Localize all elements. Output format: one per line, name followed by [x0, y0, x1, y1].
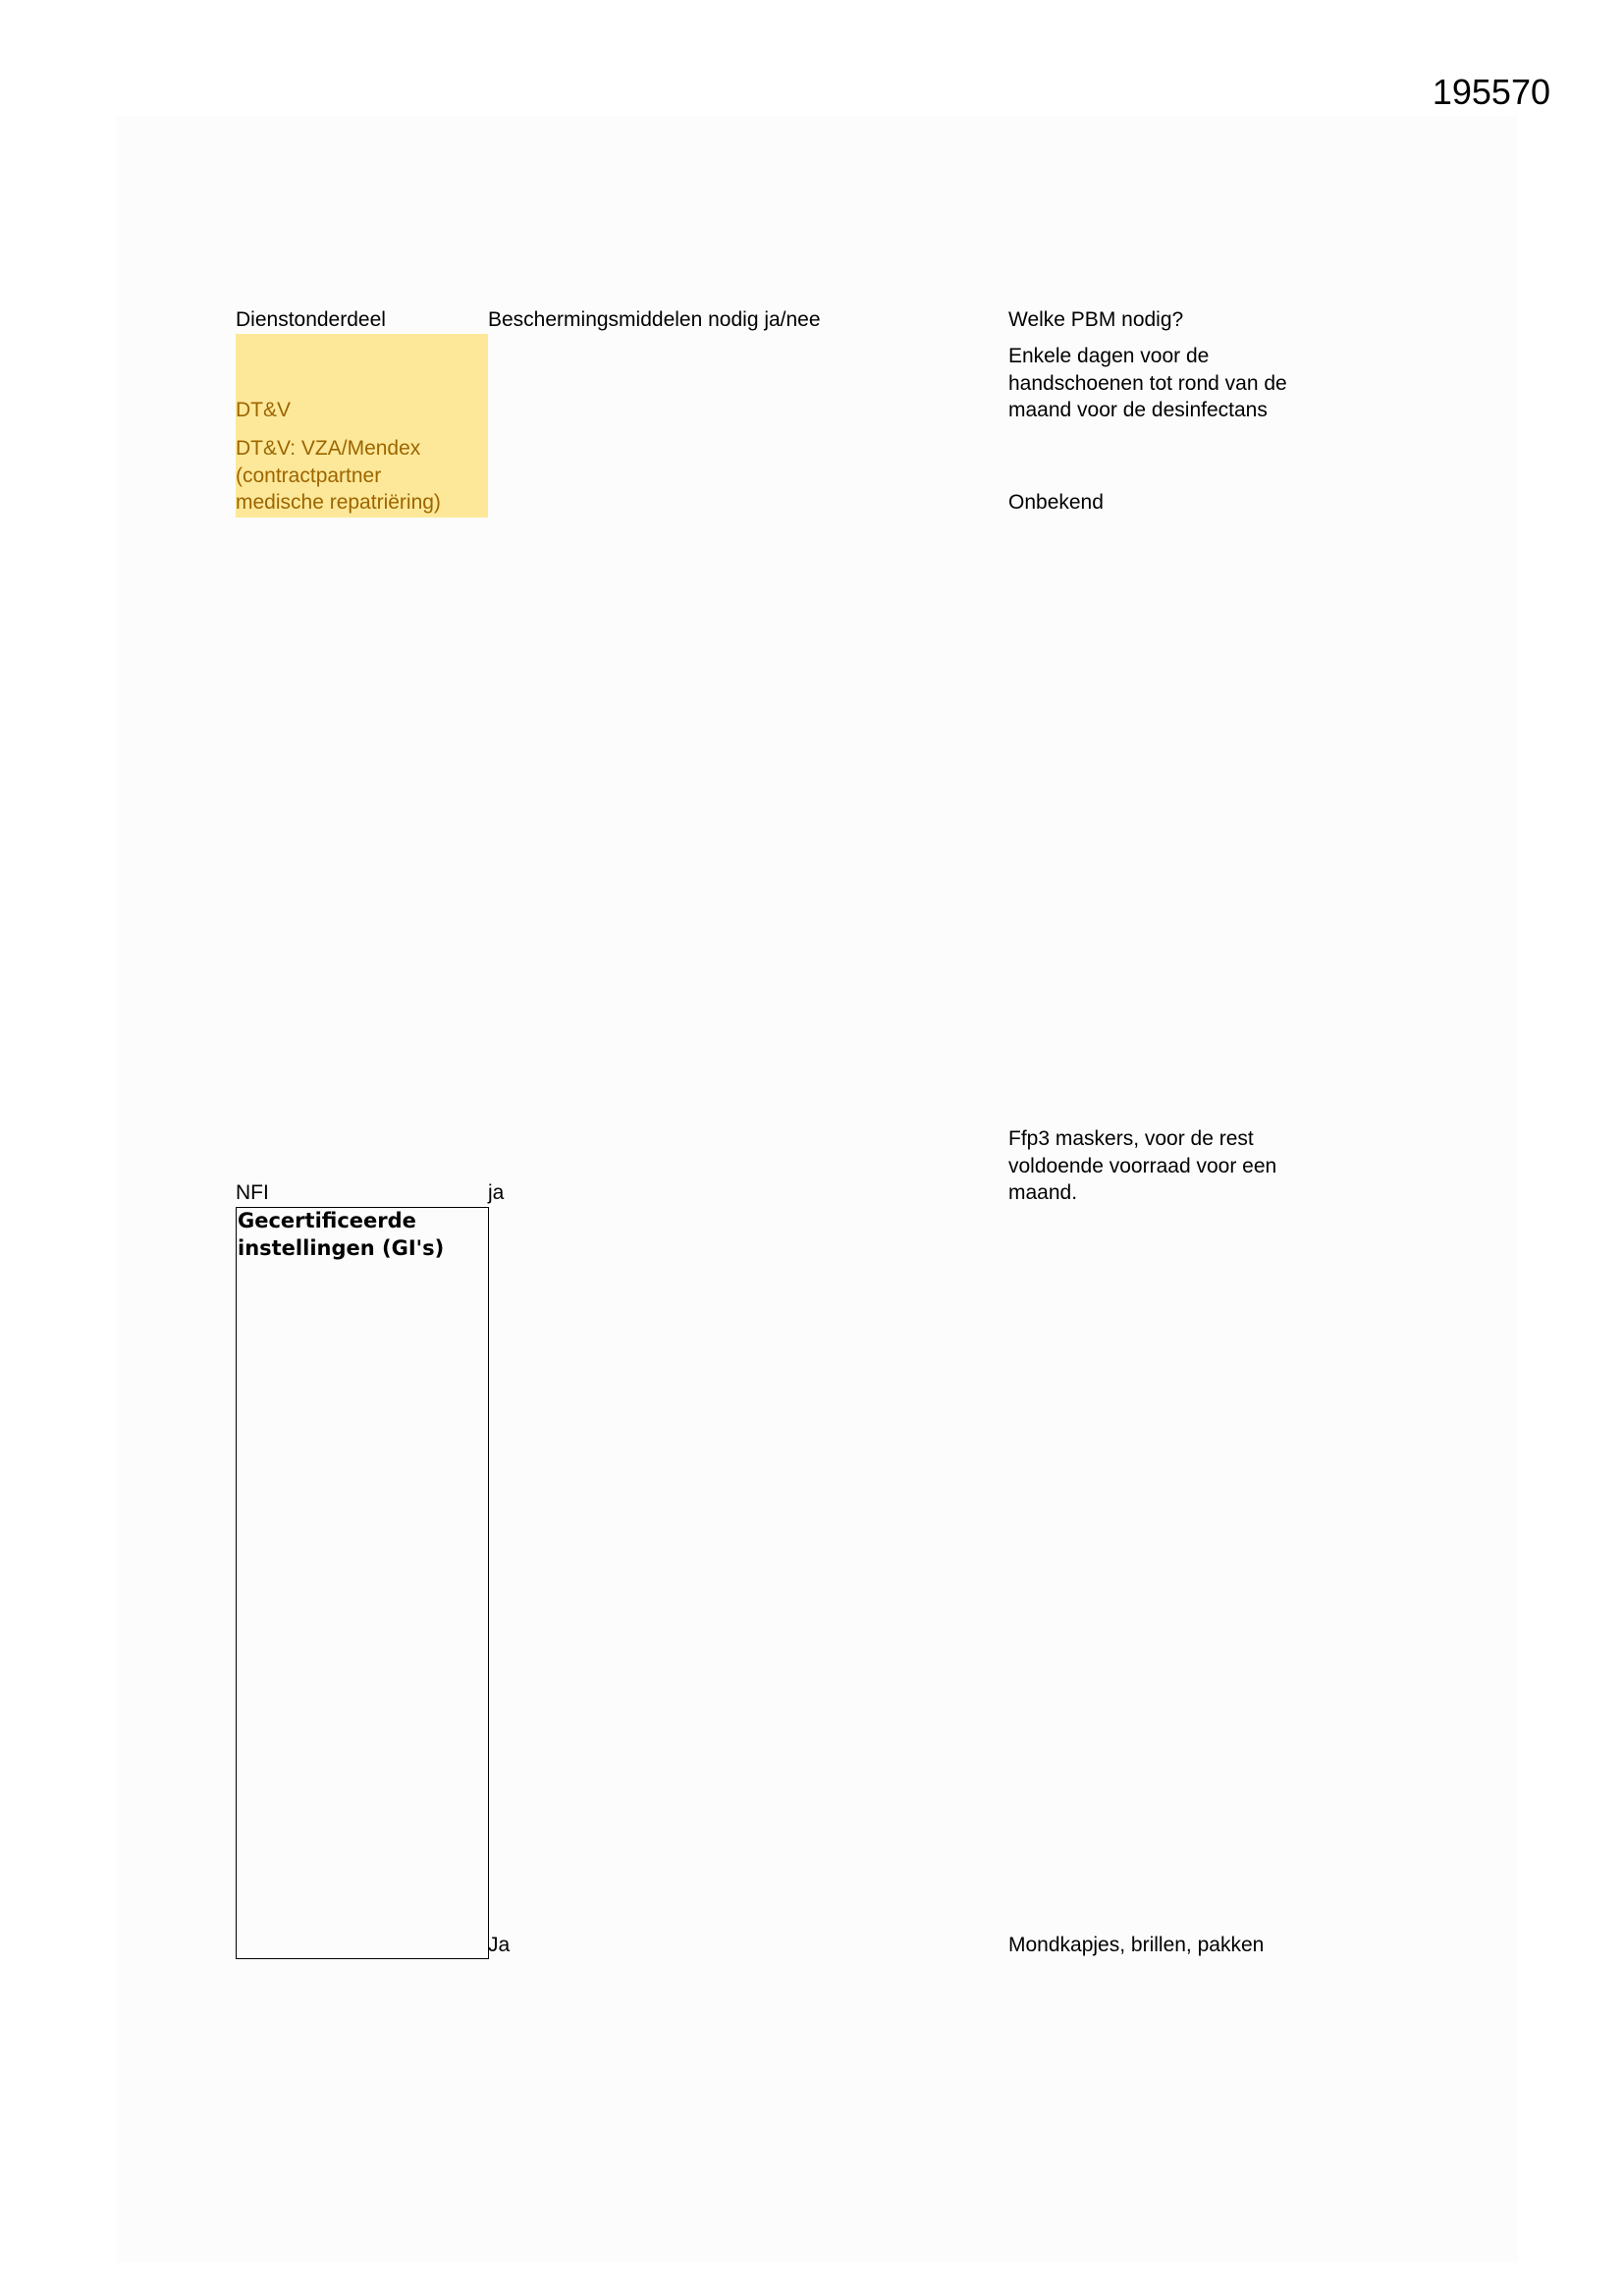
welke-pbm-dtv: [1008, 343, 1287, 424]
welke-pbm-dtv-line: handschoenen tot rond van de: [1008, 371, 1287, 395]
dienstonderdeel-vza-line: (contractpartner: [236, 464, 382, 487]
welke-pbm-vza: Onbekend: [1008, 491, 1104, 514]
nodig-gi: Ja: [488, 1934, 511, 1956]
dienstonderdeel-gi-line: Gecertificeerde: [238, 1209, 416, 1232]
dienstonderdeel-dtv: DT&V: [236, 399, 292, 421]
header-beschermingsmiddelen-nodig: Beschermingsmiddelen nodig ja/nee: [488, 308, 821, 331]
welke-pbm-nfi-line: maand.: [1008, 1181, 1078, 1204]
nodig-nfi: ja: [488, 1181, 505, 1204]
gi-cell-box: [236, 1207, 489, 1959]
welke-pbm-nfi: [1008, 1125, 1276, 1207]
dienstonderdeel-gi-line: instellingen (GI's): [238, 1235, 445, 1260]
dienstonderdeel-vza-line: medische repatriëring): [236, 491, 441, 514]
dienstonderdeel-nfi: NFI: [236, 1181, 269, 1204]
welke-pbm-nfi-line: voldoende voorraad voor een: [1008, 1154, 1277, 1177]
dienstonderdeel-vza-line: DT&V: VZA/Mendex: [236, 437, 421, 460]
welke-pbm-nfi-line: Ffp3 maskers, voor de rest: [1008, 1127, 1254, 1150]
dienstonderdeel-gi: [238, 1208, 444, 1262]
welke-pbm-dtv-line: Enkele dagen voor de: [1008, 345, 1210, 367]
welke-pbm-gi: Mondkapjes, brillen, pakken: [1008, 1934, 1265, 1956]
header-dienstonderdeel: Dienstonderdeel: [236, 308, 386, 331]
welke-pbm-dtv-line: maand voor de desinfectans: [1008, 399, 1268, 421]
dienstonderdeel-vza-mendex: [236, 435, 441, 517]
document-number: 195570: [1432, 72, 1550, 112]
header-welke-pbm: Welke PBM nodig?: [1008, 308, 1184, 331]
